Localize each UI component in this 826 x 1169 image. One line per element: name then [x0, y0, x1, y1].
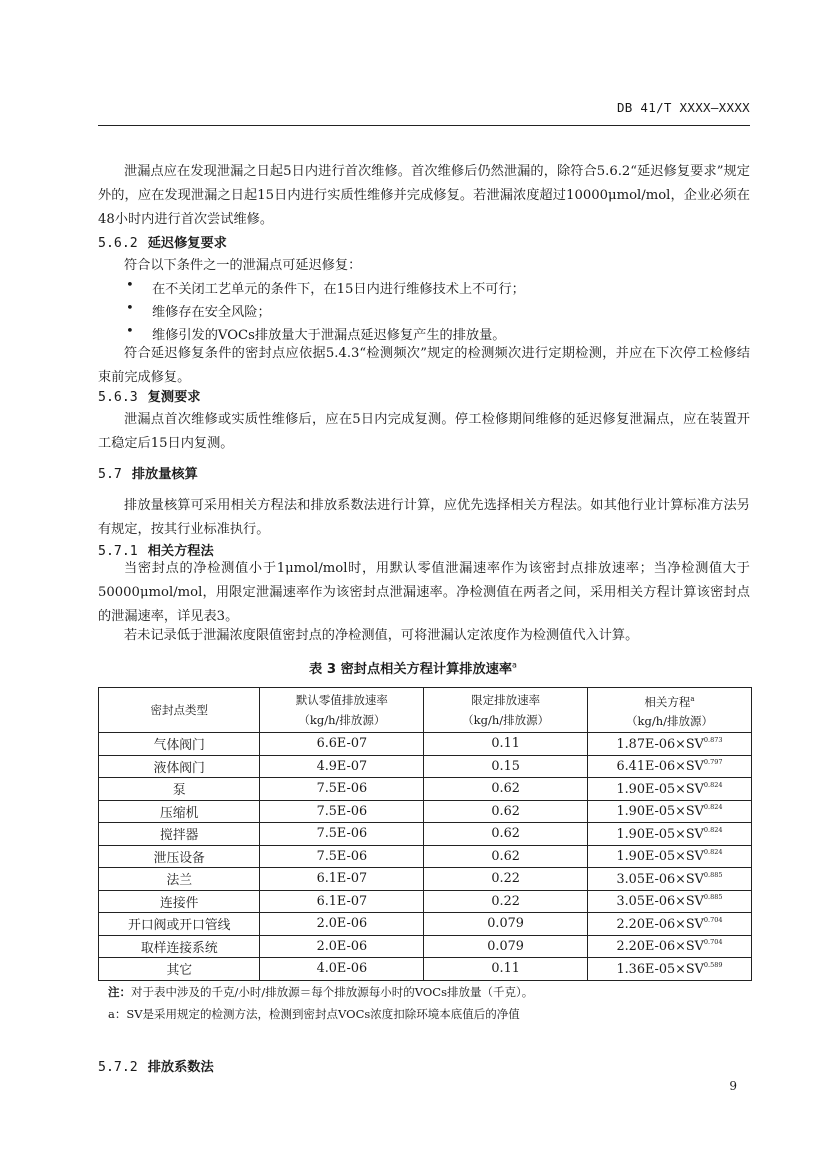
table-row — [99, 890, 752, 913]
equation-exponent: 0.704 — [703, 915, 723, 924]
cell-limit-rate: 0.11 — [424, 958, 588, 981]
equation-base: 1.36E-05×SV — [616, 961, 704, 977]
equation-exponent: 0.589 — [703, 960, 723, 969]
paragraph-delay-detection: 符合延迟修复条件的密封点应依据5.4.3“检测频次”规定的检测频次进行定期检测，并应在下次停工检修结束前完成修复。 — [98, 346, 750, 385]
table-row — [99, 913, 752, 936]
cell-limit-rate: 0.22 — [424, 890, 588, 913]
table-footnote: a：SV是采用规定的检测方法，检测到密封点VOCs浓度扣除环境本底值后的净值 — [108, 1007, 520, 1021]
paragraph-delay-conditions: 符合以下条件之一的泄漏点可延迟修复： — [124, 258, 362, 273]
cell-equation — [587, 845, 751, 868]
header-limit-rate — [424, 688, 588, 733]
equation-base: 6.41E-06×SV — [616, 759, 704, 775]
cell-limit-rate: 0.11 — [424, 733, 588, 756]
cell-limit-rate: 0.079 — [424, 913, 588, 936]
header-equation — [587, 688, 751, 733]
cell-seal-type: 连接件 — [99, 890, 260, 913]
equation-exponent: 0.885 — [703, 893, 723, 902]
emission-rate-table — [98, 687, 752, 981]
list-item-text: 维修存在安全风险； — [152, 305, 271, 320]
cell-equation — [587, 958, 751, 981]
cell-equation — [587, 935, 751, 958]
cell-default-rate: 2.0E-06 — [260, 935, 424, 958]
cell-equation — [587, 778, 751, 801]
equation-exponent: 0.824 — [703, 825, 723, 834]
header-unit: （kg/h/排放源） — [298, 713, 386, 727]
header-unit: （kg/h/排放源） — [625, 714, 713, 729]
header-text: 密封点类型 — [150, 703, 208, 717]
cell-limit-rate: 0.15 — [424, 755, 588, 778]
equation-exponent: 0.885 — [703, 870, 723, 879]
table-row — [99, 778, 752, 801]
heading-5-6-3 — [98, 386, 200, 405]
cell-seal-type: 开口阀或开口管线 — [99, 913, 260, 936]
heading-title: 排放系数法 — [147, 1060, 214, 1075]
list-item — [126, 301, 271, 320]
cell-equation — [587, 823, 751, 846]
cell-limit-rate: 0.62 — [424, 778, 588, 801]
cell-limit-rate: 0.62 — [424, 800, 588, 823]
table-row — [99, 845, 752, 868]
heading-number: 5.7.2 — [98, 1060, 138, 1075]
cell-seal-type: 泄压设备 — [99, 845, 260, 868]
table-note — [108, 984, 533, 1000]
header-default-rate — [260, 688, 424, 733]
table-row — [99, 958, 752, 981]
list-item-text: 在不关闭工艺单元的条件下，在15日内进行维修技术上不可行； — [152, 282, 525, 297]
cell-seal-type: 压缩机 — [99, 800, 260, 823]
equation-exponent: 0.824 — [703, 848, 723, 857]
heading-5-7-2 — [98, 1056, 214, 1075]
cell-limit-rate: 0.62 — [424, 823, 588, 846]
equation-base: 3.05E-06×SV — [616, 894, 704, 910]
equation-base: 2.20E-06×SV — [616, 916, 704, 932]
heading-title: 排放量核算 — [131, 467, 198, 482]
cell-equation — [587, 868, 751, 891]
note-text: 对于表中涉及的千克/小时/排放源＝每个排放源每小时的VOCs排放量（千克）。 — [131, 985, 534, 999]
heading-title: 相关方程法 — [147, 544, 214, 559]
cell-limit-rate: 0.62 — [424, 845, 588, 868]
equation-exponent: 0.824 — [703, 803, 723, 812]
table-row — [99, 823, 752, 846]
equation-exponent: 0.824 — [703, 780, 723, 789]
bullet-icon: • — [126, 278, 134, 293]
cell-equation — [587, 800, 751, 823]
equation-base: 1.90E-05×SV — [616, 781, 704, 797]
cell-equation — [587, 890, 751, 913]
heading-number: 5.6.2 — [98, 236, 138, 251]
cell-default-rate: 7.5E-06 — [260, 845, 424, 868]
cell-default-rate: 6.6E-07 — [260, 733, 424, 756]
document-code: DB 41/T XXXX—XXXX — [616, 100, 750, 115]
cell-default-rate: 4.9E-07 — [260, 755, 424, 778]
page-number: 9 — [729, 1079, 737, 1093]
header-mark: a — [690, 694, 695, 703]
header-unit: （kg/h/排放源） — [462, 713, 550, 727]
cell-seal-type: 取样连接系统 — [99, 935, 260, 958]
cell-limit-rate: 0.22 — [424, 868, 588, 891]
paragraph-correlation-method: 当密封点的净检测值小于1μmol/mol时，用默认零值泄漏速率作为该密封点排放速率；当净检测值大于50000μmol/mol，用限定泄漏速率作为该密封点泄漏速率。净检测值在两者之间，采用相关方程计算该密封点的泄漏速率，详见表3。 — [98, 561, 750, 624]
table-caption-text: 表 3 密封点相关方程计算排放速率 — [309, 662, 513, 677]
list-item-text: 维修引发的VOCs排放量大于泄漏点延迟修复产生的排放量。 — [152, 328, 506, 343]
cell-equation — [587, 733, 751, 756]
paragraph-retest: 泄漏点首次维修或实质性维修后，应在5日内完成复测。停工检修期间维修的延迟修复泄漏点，应在装置开工稳定后15日内复测。 — [98, 412, 750, 451]
paragraph-emission-methods: 排放量核算可采用相关方程法和排放系数法进行计算，应优先选择相关方程法。如其他行业计算标准方法另有规定，按其行业标准执行。 — [98, 498, 750, 537]
cell-equation — [587, 913, 751, 936]
equation-base: 1.90E-05×SV — [616, 849, 704, 865]
table-row — [99, 755, 752, 778]
paragraph-unrecorded-values: 若未记录低于泄漏浓度限值密封点的净检测值，可将泄漏认定浓度作为检测值代入计算。 — [124, 628, 639, 643]
paragraph-repair-deadline: 泄漏点应在发现泄漏之日起5日内进行首次维修。首次维修后仍然泄漏的，除符合5.6.2“延迟修复要求”规定外的，应在发现泄漏之日起15日内进行实质性维修并完成修复。若泄漏浓度超过10000μmol/mol，企业必须在48小时内进行首次尝试维修。 — [98, 164, 750, 227]
heading-title: 复测要求 — [147, 390, 201, 405]
cell-default-rate: 6.1E-07 — [260, 890, 424, 913]
cell-seal-type: 气体阀门 — [99, 733, 260, 756]
table-row — [99, 935, 752, 958]
equation-base: 1.90E-05×SV — [616, 804, 704, 820]
table-row — [99, 868, 752, 891]
header-seal-type — [99, 688, 260, 733]
table-row — [99, 800, 752, 823]
list-item — [126, 278, 525, 297]
heading-5-6-2 — [98, 232, 227, 251]
note-label: 注： — [108, 985, 131, 999]
header-text: 限定排放速率 — [471, 693, 541, 707]
cell-default-rate: 4.0E-06 — [260, 958, 424, 981]
header-text: 相关方程 — [644, 694, 691, 709]
heading-5-7 — [98, 463, 198, 482]
equation-base: 3.05E-06×SV — [616, 871, 704, 887]
table-row — [99, 733, 752, 756]
heading-number: 5.7.1 — [98, 544, 138, 559]
cell-default-rate: 6.1E-07 — [260, 868, 424, 891]
cell-seal-type: 法兰 — [99, 868, 260, 891]
cell-seal-type: 搅拌器 — [99, 823, 260, 846]
cell-seal-type: 泵 — [99, 778, 260, 801]
cell-equation — [587, 755, 751, 778]
equation-base: 2.20E-06×SV — [616, 939, 704, 955]
equation-base: 1.87E-06×SV — [616, 736, 704, 752]
heading-number: 5.6.3 — [98, 390, 138, 405]
cell-seal-type: 液体阀门 — [99, 755, 260, 778]
cell-default-rate: 7.5E-06 — [260, 778, 424, 801]
cell-limit-rate: 0.079 — [424, 935, 588, 958]
table-caption — [0, 658, 826, 677]
header-rule — [98, 125, 750, 126]
equation-exponent: 0.873 — [703, 735, 723, 744]
bullet-icon: • — [126, 301, 134, 316]
cell-default-rate: 7.5E-06 — [260, 823, 424, 846]
cell-seal-type: 其它 — [99, 958, 260, 981]
equation-exponent: 0.797 — [703, 758, 723, 767]
bullet-icon: • — [126, 324, 134, 339]
cell-default-rate: 2.0E-06 — [260, 913, 424, 936]
list-item — [126, 324, 506, 343]
table-caption-mark: a — [512, 660, 517, 670]
cell-default-rate: 7.5E-06 — [260, 800, 424, 823]
heading-title: 延迟修复要求 — [147, 236, 227, 251]
table-header-row — [99, 688, 752, 733]
heading-number: 5.7 — [98, 467, 122, 482]
equation-exponent: 0.704 — [703, 938, 723, 947]
equation-base: 1.90E-05×SV — [616, 826, 704, 842]
header-text: 默认零值排放速率 — [295, 693, 388, 707]
